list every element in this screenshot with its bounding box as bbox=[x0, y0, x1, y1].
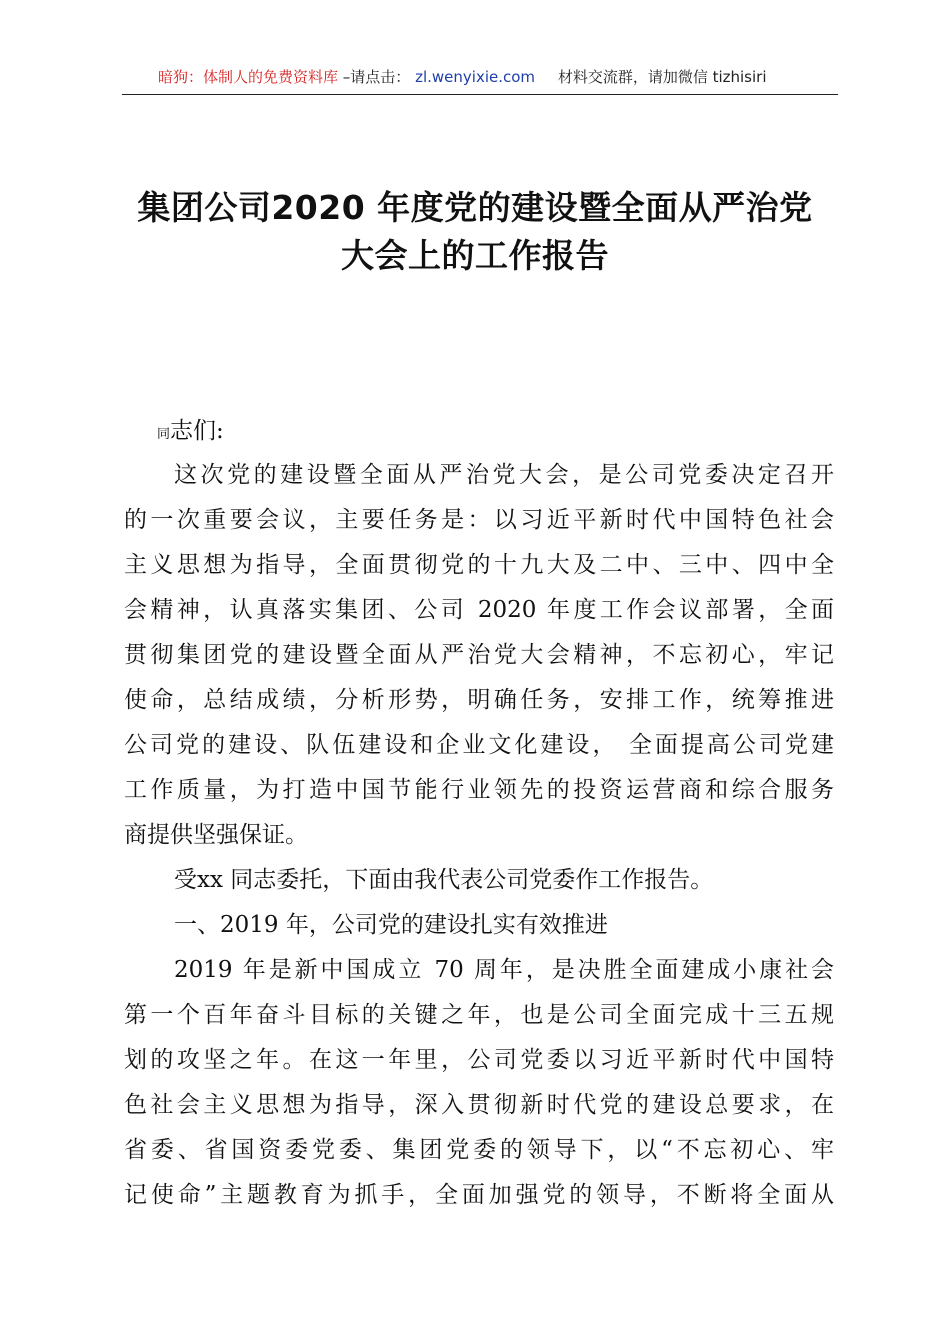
body-line: 贯彻集团党的建设暨全面从严治党大会精神，不忘初心，牢记 bbox=[124, 642, 834, 668]
body-line: 色社会主义思想为指导，深入贯彻新时代党的建设总要求，在 bbox=[124, 1092, 834, 1118]
header-brand: 暗狗：体制人的免费资料库 bbox=[158, 68, 339, 86]
body-line: 这次党的建设暨全面从严治党大会，是公司党委决定召开 bbox=[174, 462, 834, 488]
body-line: 记使命”主题教育为抓手，全面加强党的领导，不断将全面从 bbox=[124, 1182, 834, 1208]
body-line: 划的攻坚之年。在这一年里，公司党委以习近平新时代中国特 bbox=[124, 1047, 834, 1073]
body-line: 受xx 同志委托，下面由我代表公司党委作工作报告。 bbox=[174, 867, 714, 893]
header-url-link[interactable]: zl.wenyixie.com bbox=[415, 68, 536, 86]
body-line: 的一次重要会议，主要任务是：以习近平新时代中国特色社会 bbox=[124, 507, 834, 533]
header-click-label: –请点击： bbox=[342, 68, 411, 86]
document-title-line-1: 集团公司2020 年度党的建设暨全面从严治党 bbox=[137, 188, 813, 227]
body-line: 2019 年是新中国成立 70 周年，是决胜全面建成小康社会 bbox=[174, 957, 834, 983]
body-line: 省委、省国资委党委、集团党委的领导下，以“不忘初心、牢 bbox=[124, 1137, 834, 1163]
body-line: 第一个百年奋斗目标的关键之年，也是公司全面完成十三五规 bbox=[124, 1002, 834, 1028]
body-line: 使命，总结成绩，分析形势，明确任务，安排工作，统筹推进 bbox=[124, 687, 834, 713]
greeting-rest: 志们: bbox=[170, 418, 224, 444]
page-header bbox=[122, 66, 838, 95]
greeting-small-char: 同 bbox=[157, 427, 171, 442]
document-title-line-2: 大会上的工作报告 bbox=[341, 236, 609, 275]
body-line: 主义思想为指导，全面贯彻党的十九大及二中、三中、四中全 bbox=[124, 552, 834, 578]
header-wechat-note: 材料交流群，请加微信 tizhisiri bbox=[557, 68, 767, 86]
body-line: 商提供坚强保证。 bbox=[124, 822, 308, 848]
body-line: 会精神，认真落实集团、公司 2020 年度工作会议部署，全面 bbox=[124, 597, 834, 623]
section-heading: 一、2019 年，公司党的建设扎实有效推进 bbox=[174, 912, 608, 938]
body-line: 公司党的建设、队伍建设和企业文化建设， 全面提高公司党建 bbox=[124, 732, 834, 758]
greeting bbox=[157, 412, 224, 445]
body-line: 工作质量，为打造中国节能行业领先的投资运营商和综合服务 bbox=[124, 777, 834, 803]
